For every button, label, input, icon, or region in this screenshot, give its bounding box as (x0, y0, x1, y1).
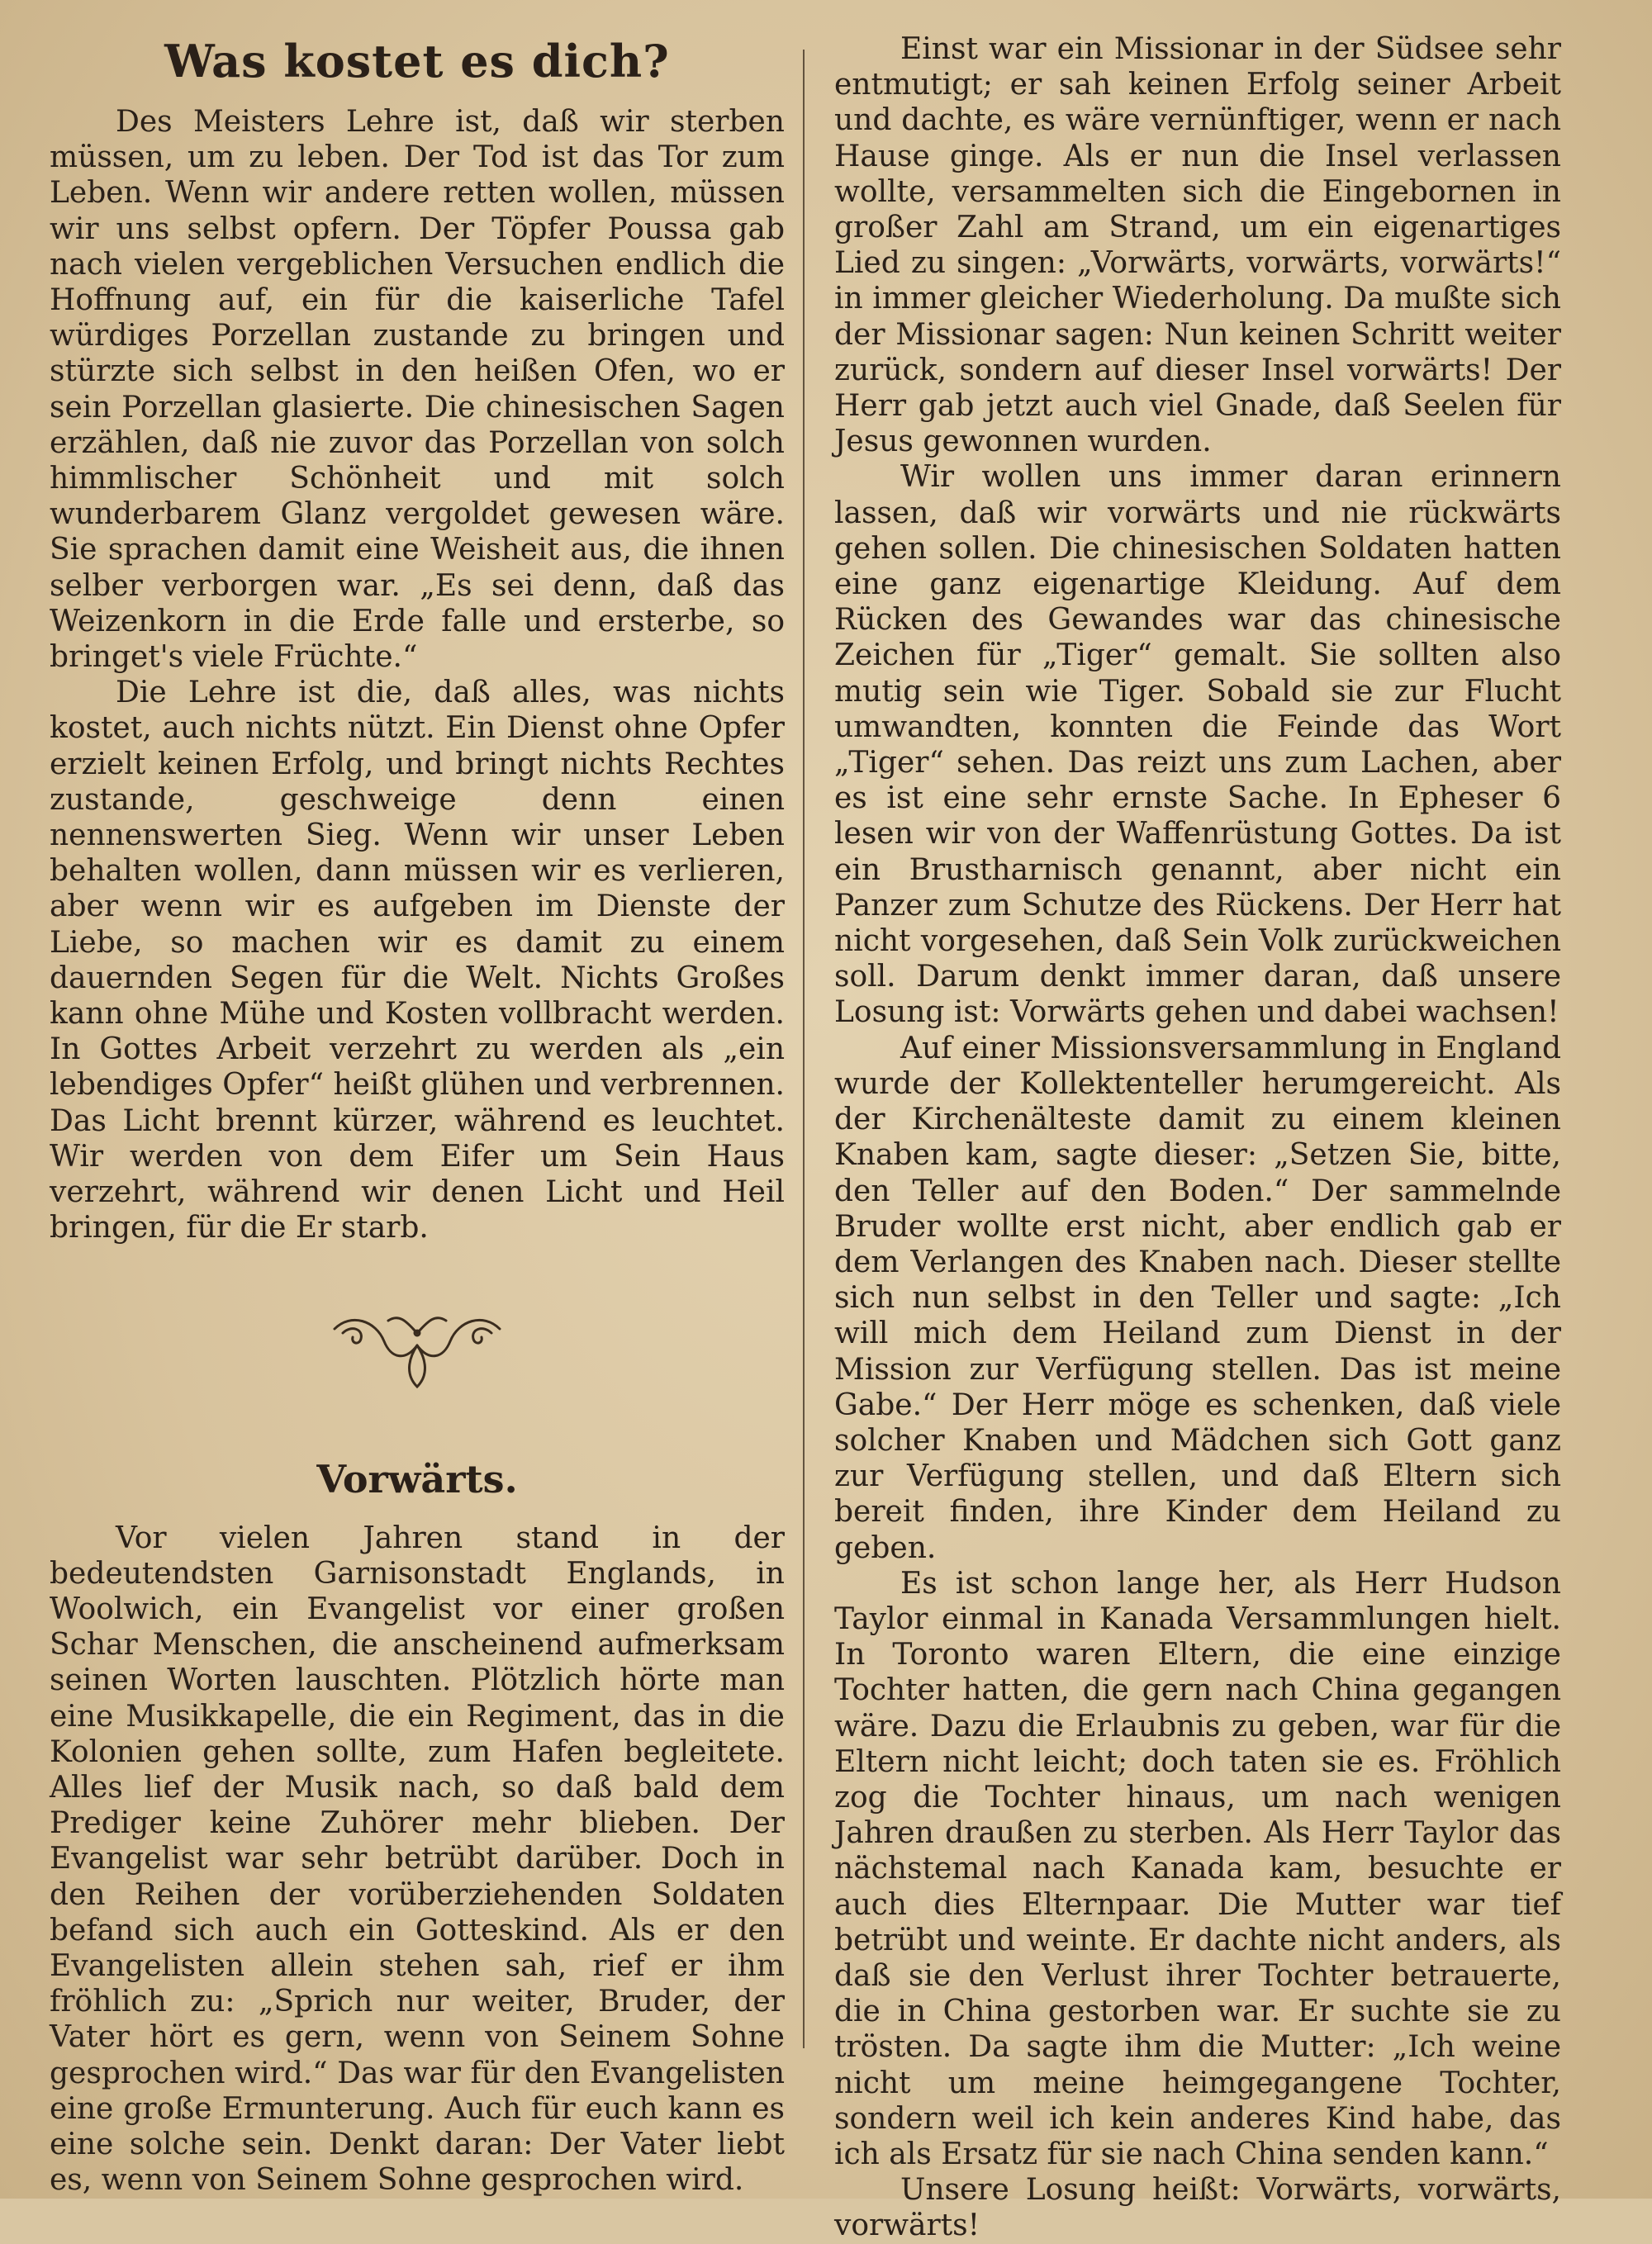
paragraph: Auf einer Missionsversammlung in England wurde der Kollektenteller herumgereicht. Als der Kirchenälteste damit zu einem kleinen Knaben kam, sagte dieser: „Setzen Sie, bitte, den Teller auf den Boden.“ Der sammelnde Bruder wollte erst nicht, aber endlich gab er dem Verlangen des Knaben nach. Dieser stellte sich nun selbst in den Teller und sagte: „Ich will mich dem Heiland zum Dienst in der Mission zur Verfügung stellen. Das ist meine Gabe.“ Der Herr möge es schenken, daß viele solcher Knaben und Mädchen sich Gott ganz zur Verfügung stellen, und daß Eltern sich bereit finden, ihre Kinder dem Heiland zu geben. (834, 1031, 1561, 1565)
article-title: Was kostet es dich? (164, 35, 670, 88)
paragraph: Des Meisters Lehre ist, daß wir sterben müssen, um zu leben. Der Tod ist das Tor zum Leben. Wenn wir andere retten wollen, müssen wir uns selbst opfern. Der Töpfer Poussa gab nach vielen vergeblichen Versuchen endlich die Hoffnung auf, ein für die kaiserliche Tafel würdiges Porzellan zustande zu bringen und stürzte sich selbst in den heißen Ofen, wo er sein Porzellan glasierte. Die chinesischen Sagen erzählen, daß nie zuvor das Porzellan von solch himmlischer Schönheit und mit solch wunderbarem Glanz vergoldet gewesen wäre. Sie sprachen damit eine Weisheit aus, die ihnen selber verborgen war. „Es sei denn, daß das Weizenkorn in die Erde falle und ersterbe, so bringet's viele Früchte.“ (50, 105, 785, 675)
article-was-kostet-es-dich (50, 31, 785, 1246)
paragraph: Es ist schon lange her, als Herr Hudson Taylor einmal in Kanada Versammlungen hielt. In Toronto waren Eltern, die eine einzige Tochter hatten, die gern nach China gegangen wäre. Dazu die Erlaubnis zu geben, war für die Eltern nicht leicht; doch taten sie es. Fröhlich zog die Tochter hinaus, um nach wenigen Jahren draußen zu sterben. Als Herr Taylor das nächstemal nach Kanada kam, besuchte er auch dies Elternpaar. Die Mutter war tief betrübt und weinte. Er dachte nicht anders, als daß sie den Verlust ihrer Tochter betrauerte, die in China gestorben war. Er suchte sie zu trösten. Da sagte ihm die Mutter: „Ich weine nicht um meine heimgegangene Tochter, sondern weil ich kein anderes Kind habe, das ich als Ersatz für sie nach China senden kann.“ (834, 1566, 1561, 2171)
article-title: Vorwärts. (316, 1456, 518, 1502)
ornament-divider (50, 1296, 785, 1395)
paragraph: Vor vielen Jahren stand in der bedeutendsten Garnisonstadt Englands, in Woolwich, ein Evangelist vor einer großen Schar Menschen, die anscheinend aufmerksam seinen Worten lauschten. Plötzlich hörte man eine Musikkapelle, die ein Regiment, das in die Kolonien gehen sollte, zum Hafen begleitete. Alles lief der Musik nach, so daß bald dem Prediger keine Zuhörer mehr blieben. Der Evangelist war sehr betrübt darüber. Doch in den Reihen der vorüberziehenden Soldaten befand sich auch ein Gotteskind. Als er den Evangelisten allein stehen sah, rief er ihm fröhlich zu: „Sprich nur weiter, Bruder, der Vater hört es gern, wenn von Seinem Sohne gesprochen wird.“ Das war für den Evangelisten eine große Ermunterung. Auch für euch kann es eine solche sein. Denkt daran: Der Vater liebt es, wenn von Seinem Sohne gesprochen wird. (50, 1521, 785, 2198)
paragraph: Unsere Losung heißt: Vorwärts, vorwärts, vorwärts! (834, 2173, 1561, 2243)
paragraph: Einst war ein Missionar in der Südsee sehr entmutigt; er sah keinen Erfolg seiner Arbeit und dachte, es wäre vernünftiger, wenn er nach Hause ginge. Als er nun die Insel verlassen wollte, versammelten sich die Eingebornen in großer Zahl am Strand, um ein eigenartiges Lied zu singen: „Vorwärts, vorwärts, vorwärts!“ in immer gleicher Wiederholung. Da mußte sich der Missionar sagen: Nun keinen Schritt weiter zurück, sondern auf dieser Insel vorwärts! Der Herr gab jetzt auch viel Gnade, daß Seelen für Jesus gewonnen wurden. (834, 32, 1561, 459)
right-column (834, 31, 1561, 2244)
column-rule (803, 50, 805, 2048)
flourish-icon (326, 1296, 508, 1395)
paragraph: Wir wollen uns immer daran erinnern lassen, daß wir vorwärts und nie rückwärts gehen sollen. Die chinesischen Soldaten hatten eine ganz eigenartige Kleidung. Auf dem Rücken des Gewandes war das chinesische Zeichen für „Tiger“ gemalt. Sie sollten also mutig sein wie Tiger. Sobald sie zur Flucht umwandten, konnten die Feinde das Wort „Tiger“ sehen. Das reizt uns zum Lachen, aber es ist eine sehr ernste Sache. In Epheser 6 lesen wir von der Waffenrüstung Gottes. Da ist ein Brustharnisch genannt, aber nicht ein Panzer zum Schutze des Rückens. Der Herr hat nicht vorgesehen, daß Sein Volk zurückweichen soll. Darum denkt immer daran, daß unsere Losung ist: Vorwärts gehen und dabei wachsen! (834, 460, 1561, 1030)
paragraph: Die Lehre ist die, daß alles, was nichts kostet, auch nichts nützt. Ein Dienst ohne Opfer erzielt keinen Erfolg, und bringt nichts Rechtes zustande, geschweige denn einen nennenswerten Sieg. Wenn wir unser Leben behalten wollen, dann müssen wir es verlieren, aber wenn wir es aufgeben im Dienste der Liebe, so machen wir es damit zu einem dauernden Segen für die Welt. Nichts Großes kann ohne Mühe und Kosten vollbracht werden. In Gottes Arbeit verzehrt zu werden als „ein lebendiges Opfer“ heißt glühen und verbrennen. Das Licht brennt kürzer, während es leuchtet. Wir werden von dem Eifer um Sein Haus verzehrt, während wir denen Licht und Heil bringen, für die Er starb. (50, 676, 785, 1245)
left-column (50, 31, 785, 2198)
article-vorwaerts (50, 1453, 785, 2199)
